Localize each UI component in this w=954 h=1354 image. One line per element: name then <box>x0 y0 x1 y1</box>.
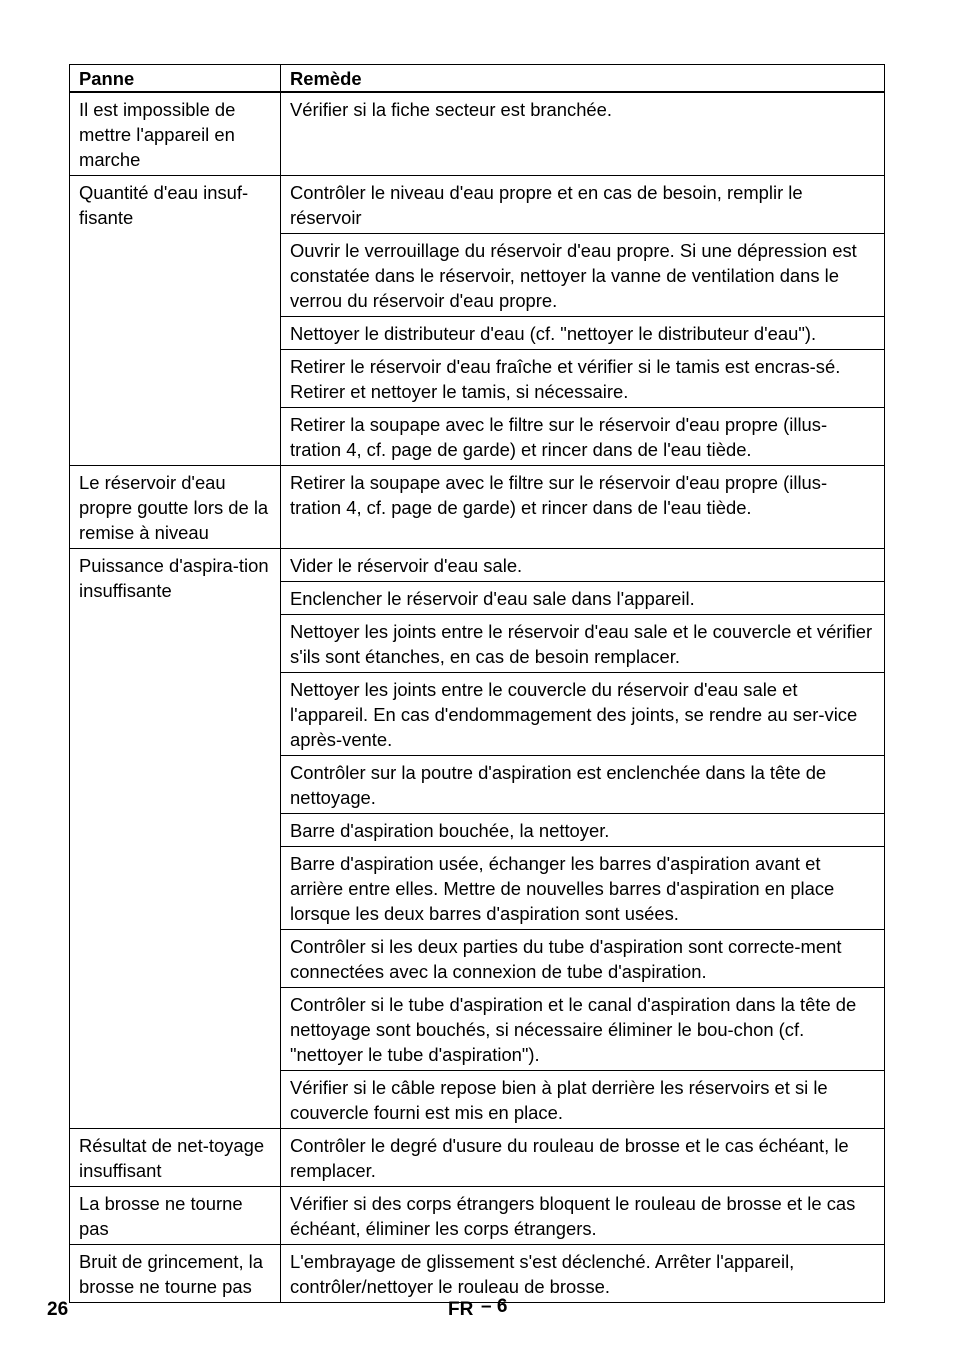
remedy-cell: Ouvrir le verrouillage du réservoir d'eau propre. Si une dépression est constatée dans le réservoir, nettoyer la vanne de ventilation dans le verrou du réservoir d'eau propre. <box>281 234 885 317</box>
remedy-cell: L'embrayage de glissement s'est déclenché. Arrêter l'appareil, contrôler/nettoyer le rouleau de brosse. <box>281 1245 885 1303</box>
fault-cell: Quantité d'eau insuf-fisante <box>70 176 281 466</box>
remedy-cell: Nettoyer les joints entre le couvercle du réservoir d'eau sale et l'appareil. En cas d'endommagement des joints, se rendre au ser-vice après-vente. <box>281 673 885 756</box>
table-row <box>70 92 885 176</box>
page-number: 26 <box>47 1299 69 1320</box>
remedy-cell: Retirer le réservoir d'eau fraîche et vérifier si le tamis est encras-sé. Retirer et nettoyer le tamis, si nécessaire. <box>281 350 885 408</box>
remedy-cell: Vérifier si des corps étrangers bloquent le rouleau de brosse et le cas échéant, éliminer les corps étrangers. <box>281 1187 885 1245</box>
remedy-cell: Enclencher le réservoir d'eau sale dans l'appareil. <box>281 582 885 615</box>
remedy-cell: Vérifier si la fiche secteur est branchée. <box>281 92 885 176</box>
table-header-row <box>70 65 885 93</box>
remedy-cell: Contrôler si les deux parties du tube d'aspiration sont correcte-ment connectées avec la connexion de tube d'aspiration. <box>281 930 885 988</box>
remedy-cell: Barre d'aspiration bouchée, la nettoyer. <box>281 814 885 847</box>
remedy-cell: Vider le réservoir d'eau sale. <box>281 549 885 582</box>
remedy-cell: Contrôler si le tube d'aspiration et le canal d'aspiration dans la tête de nettoyage sont bouchés, si nécessaire éliminer le bou-chon (cf. "nettoyer le tube d'aspiration"). <box>281 988 885 1071</box>
remedy-cell: Vérifier si le câble repose bien à plat derrière les réservoirs et si le couvercle fourni est mis en place. <box>281 1071 885 1129</box>
remedy-cell: Contrôler sur la poutre d'aspiration est enclenchée dans la tête de nettoyage. <box>281 756 885 814</box>
fault-cell: Le réservoir d'eau propre goutte lors de la remise à niveau <box>70 466 281 549</box>
remedy-cell: Contrôler le niveau d'eau propre et en cas de besoin, remplir le réservoir <box>281 176 885 234</box>
fault-cell: Bruit de grincement, la brosse ne tourne pas <box>70 1245 281 1303</box>
remedy-cell: Retirer la soupape avec le filtre sur le réservoir d'eau propre (illus-tration 4, cf. page de garde) et rincer dans de l'eau tiède. <box>281 408 885 466</box>
fault-cell: Il est impossible de mettre l'appareil en marche <box>70 92 281 176</box>
remedy-cell: Nettoyer le distributeur d'eau (cf. "nettoyer le distributeur d'eau"). <box>281 317 885 350</box>
remedy-cell: Barre d'aspiration usée, échanger les barres d'aspiration avant et arrière entre elles. Mettre de nouvelles barres d'aspiration en place lorsque les deux barres d'aspiration sont usées. <box>281 847 885 930</box>
remedy-cell: Contrôler le degré d'usure du rouleau de brosse et le cas échéant, le remplacer. <box>281 1129 885 1187</box>
column-header-fault: Panne <box>70 65 281 93</box>
table-row <box>70 176 885 234</box>
table-row <box>70 466 885 549</box>
remedy-cell: Nettoyer les joints entre le réservoir d'eau sale et le couvercle et vérifier s'ils sont étanches, en cas de besoin remplacer. <box>281 615 885 673</box>
fault-cell: Puissance d'aspira-tion insuffisante <box>70 549 281 1129</box>
remedy-cell: Retirer la soupape avec le filtre sur le réservoir d'eau propre (illus-tration 4, cf. page de garde) et rincer dans de l'eau tiède. <box>281 466 885 549</box>
column-header-remedy: Remède <box>281 65 885 93</box>
fault-cell: La brosse ne tourne pas <box>70 1187 281 1245</box>
table-row <box>70 1187 885 1245</box>
footer-language: FR <box>448 1299 474 1320</box>
table-row <box>70 549 885 582</box>
table-row <box>70 1129 885 1187</box>
fault-cell: Résultat de net-toyage insuffisant <box>70 1129 281 1187</box>
table-body <box>70 92 885 1303</box>
footer-section-page: – 6 <box>481 1296 508 1317</box>
troubleshooting-table <box>69 64 885 1303</box>
table-row <box>70 1245 885 1303</box>
